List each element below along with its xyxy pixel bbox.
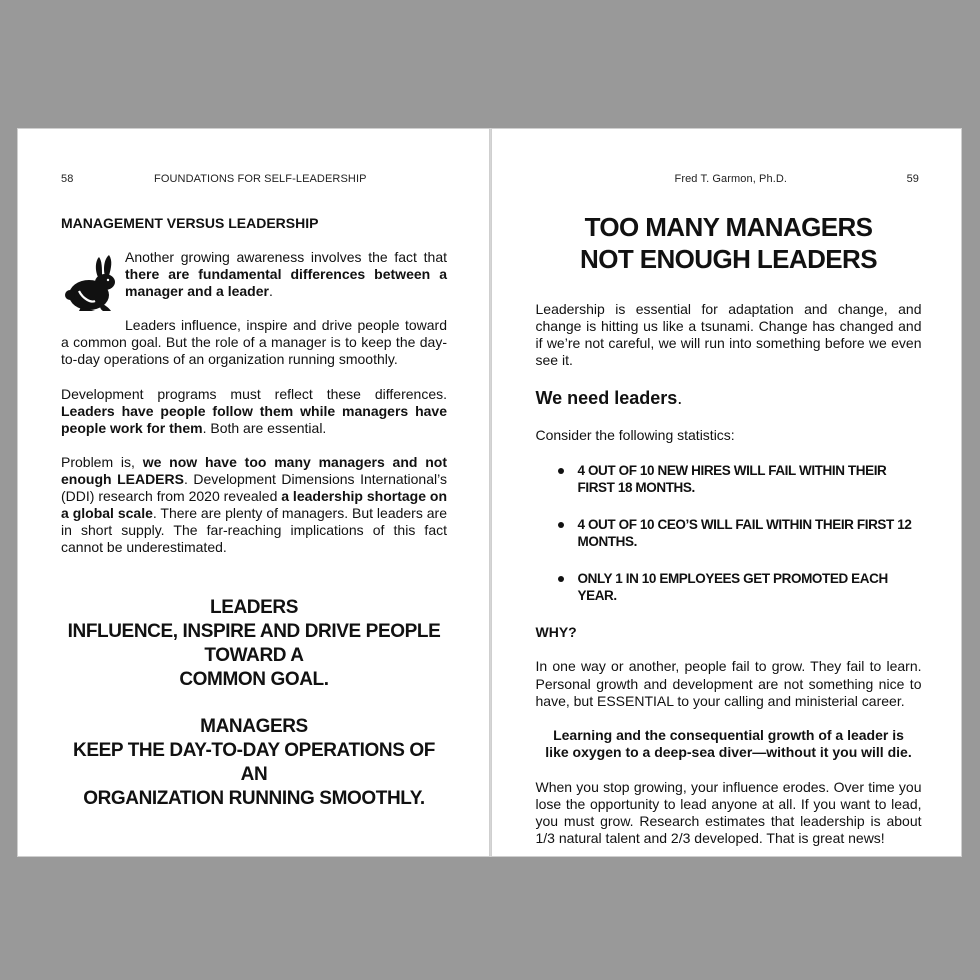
problem-bold-1: we now have too many managers and not enough LEADERS — [61, 453, 447, 487]
right-running-author: Fred T. Garmon, Ph.D. — [674, 173, 788, 185]
managers-callout-line2: ORGANIZATION RUNNING SMOOTHLY. — [83, 788, 425, 810]
left-page-number: 58 — [61, 173, 74, 185]
problem-paragraph — [61, 454, 447, 557]
intro-block — [61, 249, 447, 369]
list-item: ONLY 1 IN 10 EMPLOYEES GET PROMOTED EACH YEAR. — [536, 570, 922, 604]
oxygen-quote-line2: like oxygen to a deep-sea diver—without it you will die. — [545, 744, 912, 761]
need-leaders-heading — [536, 388, 922, 409]
development-text: Development programs must reflect these differences. — [61, 385, 447, 402]
managers-callout — [61, 715, 447, 811]
leaders-influence-paragraph: Leaders influence, inspire and drive people toward a common goal. But the role of a manager is to keep the day-to-day operations of an organization running smoothly. — [61, 317, 447, 368]
need-leaders-period: . — [677, 388, 683, 409]
chapter-title — [536, 211, 922, 275]
why-heading: WHY? — [535, 624, 577, 641]
statistics-list — [536, 462, 922, 604]
managers-callout-line1: KEEP THE DAY-TO-DAY OPERATIONS OF AN — [73, 740, 435, 786]
problem-text-3: . There are plenty of managers. But leaders are in short supply. The far-reaching implications of this fact cannot be underestimated. — [61, 505, 447, 556]
problem-text-1: Problem is, — [61, 453, 143, 470]
development-bold-text: Leaders have people follow them while managers have people work for them — [61, 402, 447, 436]
left-content — [61, 215, 447, 811]
stop-growing-paragraph: When you stop growing, your influence erodes. Over time you lose the opportunity to lead anyone at all. If you want to lead, you must grow. Research estimates that leadership is about 1/3 natural talent and 2/3 developed. That is great news! — [535, 778, 922, 847]
list-item: 4 OUT OF 10 CEO’S WILL FAIL WITHIN THEIR FIRST 12 MONTHS. — [536, 516, 922, 550]
development-text-end: . Both are essential. — [202, 419, 327, 436]
right-content — [536, 211, 922, 847]
left-running-title: FOUNDATIONS FOR SELF-LEADERSHIP — [154, 173, 367, 185]
chapter-title-line1: TOO MANY MANAGERS — [584, 212, 873, 242]
managers-callout-heading: MANAGERS — [200, 716, 308, 738]
leaders-callout-line1: INFLUENCE, INSPIRE AND DRIVE PEOPLE TOWARD A — [67, 621, 441, 667]
problem-text-2: . Development Dimensions International’s (DDI) research from 2020 revealed — [61, 470, 447, 505]
need-leaders-text: We need leaders — [535, 388, 678, 409]
consider-statistics: Consider the following statistics: — [535, 427, 735, 444]
leaders-callout — [61, 596, 447, 692]
left-page — [17, 128, 490, 857]
development-paragraph — [61, 386, 447, 437]
leaders-callout-line2: COMMON GOAL. — [179, 669, 329, 691]
right-page — [491, 128, 963, 857]
intro-text: Another growing awareness involves the fact that — [125, 249, 447, 265]
leaders-callout-heading: LEADERS — [210, 597, 298, 619]
intro-text-end: . — [268, 283, 273, 300]
right-page-number: 59 — [906, 173, 919, 185]
oxygen-quote-line1: Learning and the consequential growth of a leader is — [553, 726, 904, 743]
list-item: 4 OUT OF 10 NEW HIRES WILL FAIL WITHIN THEIR FIRST 18 MONTHS. — [536, 462, 922, 496]
fail-to-grow-paragraph: In one way or another, people fail to grow. They fail to learn. Personal growth and development are not something nice to have, but ESSENTIAL to your calling and ministerial career. — [535, 658, 922, 709]
section-title: MANAGEMENT VERSUS LEADERSHIP — [61, 215, 319, 231]
chapter-title-line2: NOT ENOUGH LEADERS — [580, 244, 877, 274]
problem-bold-2: a leadership shortage on a global scale — [61, 488, 447, 522]
oxygen-quote — [536, 727, 922, 762]
intro-bold-text: there are fundamental differences between a manager and a leader — [125, 266, 447, 300]
rabbit-icon — [65, 251, 131, 317]
book-spread — [17, 128, 962, 857]
leadership-essential-paragraph: Leadership is essential for adaptation and change, and change is hitting us like a tsunami. Change has changed and if we’re not careful, we will run into something before we even see it. — [535, 301, 922, 369]
